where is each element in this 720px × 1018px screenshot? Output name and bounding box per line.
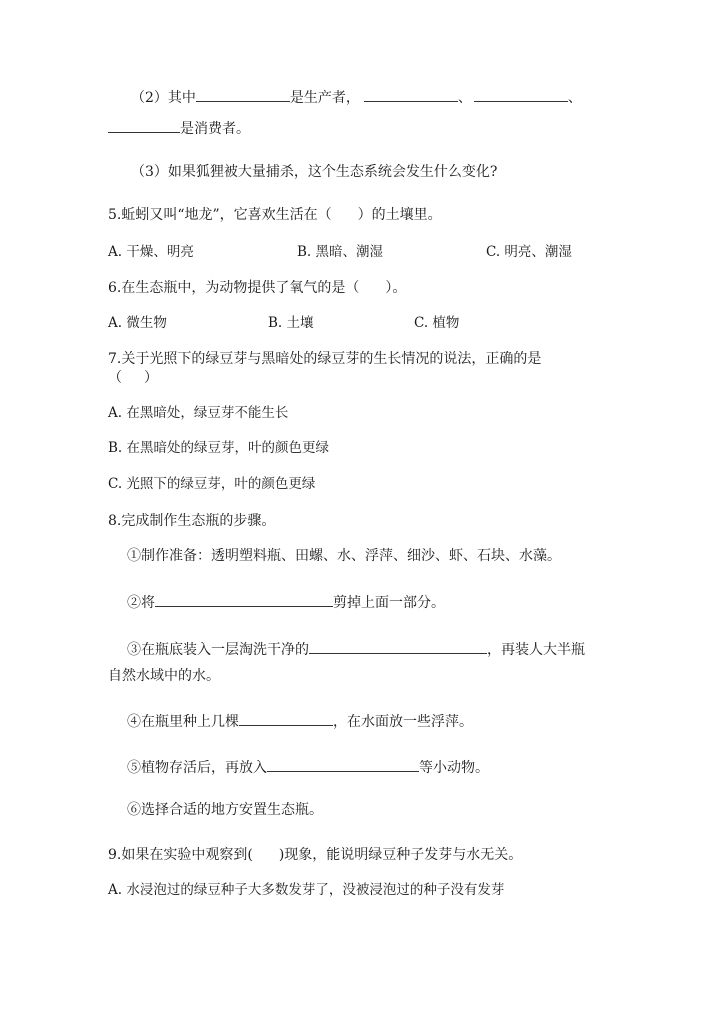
q8-step6: ⑥选择合适的地方安置生态瓶。 [127,802,323,818]
answer-blank[interactable] [267,756,419,772]
answer-blank[interactable] [364,86,458,102]
q7-option-a[interactable]: A. 在黑暗处，绿豆芽不能生长 [108,405,289,421]
answer-blank[interactable] [196,86,290,102]
q7-paren: （ ） [108,370,158,386]
q5-stem: 5.蚯蚓又叫“地龙”，它喜欢生活在（ ）的土壤里。 [108,207,442,223]
q9-stem: 9.如果在实验中观察到( )现象，能说明绿豆种子发芽与水无关。 [108,847,523,863]
answer-blank[interactable] [155,591,333,607]
q5-option-b[interactable]: B. 黑暗、潮湿 [297,244,384,260]
answer-blank[interactable] [309,638,487,654]
q8-step1: ①制作准备：透明塑料瓶、田螺、水、浮萍、细沙、虾、石块、水藻。 [127,548,561,564]
q7-stem: 7.关于光照下的绿豆芽与黑暗处的绿豆芽的生长情况的说法，正确的是 [108,351,542,367]
q8-step3-cont: 自然水域中的水。 [108,668,220,684]
q7-option-b[interactable]: B. 在黑暗处的绿豆芽，叶的颜色更绿 [108,440,330,456]
q8-stem: 8.完成制作生态瓶的步骤。 [108,513,276,529]
q6-option-c[interactable]: C. 植物 [414,315,460,331]
q8-step3: ③在瓶底装入一层淘洗干净的 ，再装人大半瓶 [127,638,585,660]
q6-stem: 6.在生态瓶中，为动物提供了氧气的是（ ）。 [108,280,407,296]
answer-blank[interactable] [108,117,180,133]
q8-step2: ②将 剪掉上面一部分。 [127,591,445,613]
q7-option-c[interactable]: C. 光照下的绿豆芽，叶的颜色更绿 [108,476,316,492]
q9-option-a[interactable]: A. 水浸泡过的绿豆种子大多数发芽了，没被浸泡过的种子没有发芽 [108,882,505,898]
q5-option-a[interactable]: A. 干燥、明亮 [108,244,194,260]
q4-sub2-line2: 是消费者。 [108,117,250,139]
q4-sub3: （3）如果狐狸被大量捕杀，这个生态系统会发生什么变化? [131,164,498,180]
q6-option-b[interactable]: B. 土壤 [268,315,314,331]
q5-option-c[interactable]: C. 明亮、潮湿 [486,244,572,260]
q8-step5: ⑤植物存活后，再放入 等小动物。 [127,756,489,778]
answer-blank[interactable] [474,86,568,102]
q8-step4: ④在瓶里种上几棵 ，在水面放一些浮萍。 [127,710,473,732]
q6-option-a[interactable]: A. 微生物 [108,315,167,331]
answer-blank[interactable] [239,710,333,726]
q4-sub2-line1: （2）其中 是生产者， 、 、 [131,86,582,108]
